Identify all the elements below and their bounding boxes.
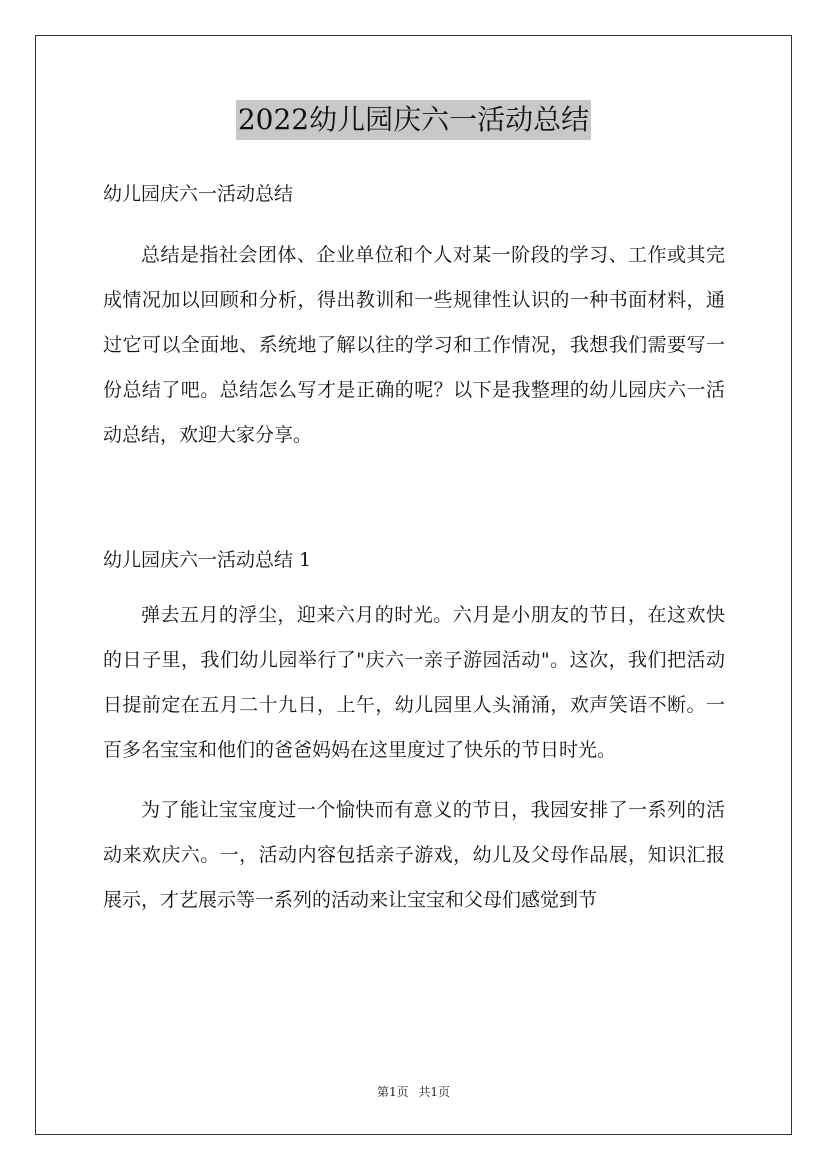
document-body	[103, 176, 725, 923]
paragraph-section-1-a: 弹去五月的浮尘，迎来六月的时光。六月是小朋友的节日，在这欢快的日子里，我们幼儿园举行了"庆六一亲子游园活动"。这次，我们把活动日提前定在五月二十九日，上午，幼儿园里人头涌涌，欢声笑语不断。一百多名宝宝和他们的爸爸妈妈在这里度过了快乐的节日时光。	[103, 604, 725, 761]
document-title: 2022幼儿园庆六一活动总结	[236, 100, 591, 140]
page-footer	[0, 1083, 827, 1101]
paragraph-intro: 总结是指社会团体、企业单位和个人对某一阶段的学习、工作或其完成情况加以回顾和分析，得出教训和一些规律性认识的一种书面材料，通过它可以全面地、系统地了解以往的学习和工作情况，我想我们需要写一份总结了吧。总结怎么写才是正确的呢？以下是我整理的幼儿园庆六一活动总结，欢迎大家分享。	[103, 244, 725, 446]
page-number: 第1页	[376, 1085, 409, 1099]
paragraph-section-1-b: 为了能让宝宝度过一个愉快而有意义的节日，我园安排了一系列的活动来欢庆六。一，活动内容包括亲子游戏，幼儿及父母作品展，知识汇报展示，才艺展示等一系列的活动来让宝宝和父母们感觉到节	[103, 799, 725, 911]
page-count: 共1页	[418, 1085, 451, 1099]
title-wrap	[0, 100, 827, 140]
section-heading-intro: 幼儿园庆六一活动总结	[103, 183, 294, 205]
section-heading-1: 幼儿园庆六一活动总结 1	[103, 549, 312, 571]
